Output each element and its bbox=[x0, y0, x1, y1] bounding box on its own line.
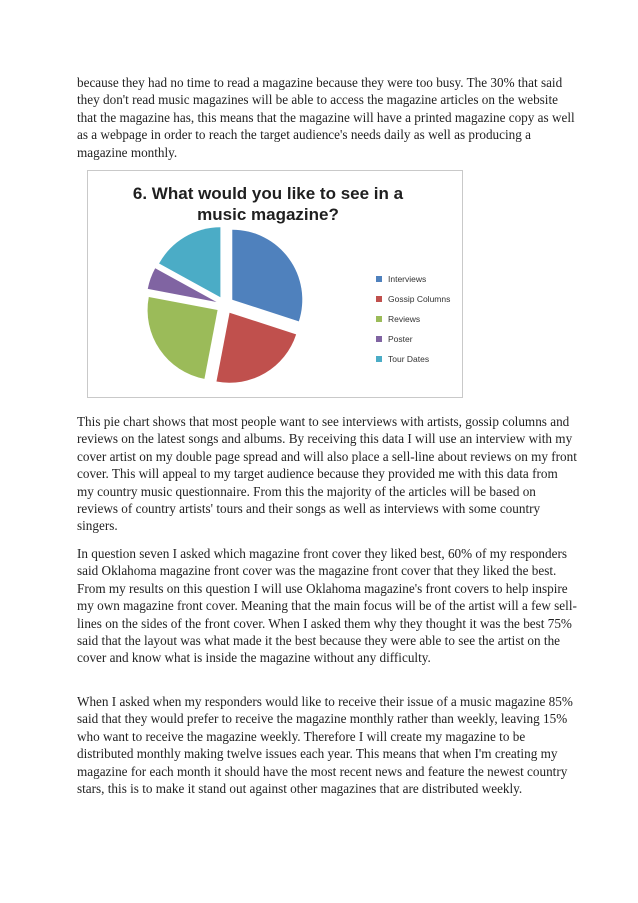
legend-item-tour-dates bbox=[376, 349, 450, 369]
paragraph-3: In question seven I asked which magazine front cover they liked best, 60% of my responders said Oklahoma magazine front cover was the magazine front cover that they liked the best. From my results on this question I will use Oklahoma magazine's front covers to help inspire my own magazine front cover. Meaning that the main focus will be of the artist will a few sell-lines on the sides of the front cover. When I asked them why they thought it was the best 75% said that the layout was what made it the best because they were able to see the artist on the cover and know what is inside the magazine without any difficulty. bbox=[77, 546, 577, 666]
chart-title-line-1: 6. What would you like to see in a bbox=[132, 184, 404, 203]
legend-label: Tour Dates bbox=[388, 354, 430, 364]
paragraph-2: This pie chart shows that most people want to see interviews with artists, gossip columns and reviews on the latest songs and albums. By receiving this data I will use an interview with my cover artist on my double page spread and will also place a sell-line about reviews on my front cover. This will appeal to my target audience because they provided me with this data from my country music questionnaire. From this the majority of the articles will be based on reviews of country artists' tours and their songs as well as interviews with some country singers. bbox=[77, 414, 577, 534]
paragraph-4: When I asked when my responders would like to receive their issue of a music magazine 85% said that they would prefer to receive the magazine monthly rather than weekly, leaving 15% who want to receive the magazine weekly. Therefore I will create my magazine to be distributed monthly making twelve issues each year. This means that when I'm creating my magazine for each month it should have the most recent news and feature the newest country stars, this is to make it stand out against other magazines that are distributed weekly. bbox=[77, 694, 573, 797]
paragraph-1: because they had no time to read a magazine because they were too busy. The 30% that said they don't read music magazines will be able to access the magazine articles on the website that the magazine has, this means that the magazine will have a printed magazine copy as well as a webpage in order to reach the target audience's needs daily as well as producing a magazine monthly. bbox=[77, 75, 575, 160]
chart-legend bbox=[376, 269, 450, 369]
legend-item-interviews bbox=[376, 269, 450, 289]
legend-swatch bbox=[376, 336, 382, 342]
pie-slice-reviews bbox=[148, 297, 218, 379]
legend-label: Poster bbox=[388, 334, 413, 344]
pie-chart bbox=[87, 170, 463, 398]
legend-swatch bbox=[376, 316, 382, 322]
pie-slice-interviews bbox=[232, 230, 302, 322]
legend-item-poster bbox=[376, 329, 450, 349]
chart-title-line-2: music magazine? bbox=[197, 205, 339, 224]
pie-slice-gossip-columns bbox=[216, 313, 296, 383]
legend-label: Gossip Columns bbox=[388, 294, 451, 304]
legend-swatch bbox=[376, 356, 382, 362]
legend-swatch bbox=[376, 296, 382, 302]
legend-label: Interviews bbox=[388, 274, 427, 284]
legend-swatch bbox=[376, 276, 382, 282]
legend-item-gossip-columns bbox=[376, 289, 450, 309]
legend-item-reviews bbox=[376, 309, 450, 329]
legend-label: Reviews bbox=[388, 314, 421, 324]
